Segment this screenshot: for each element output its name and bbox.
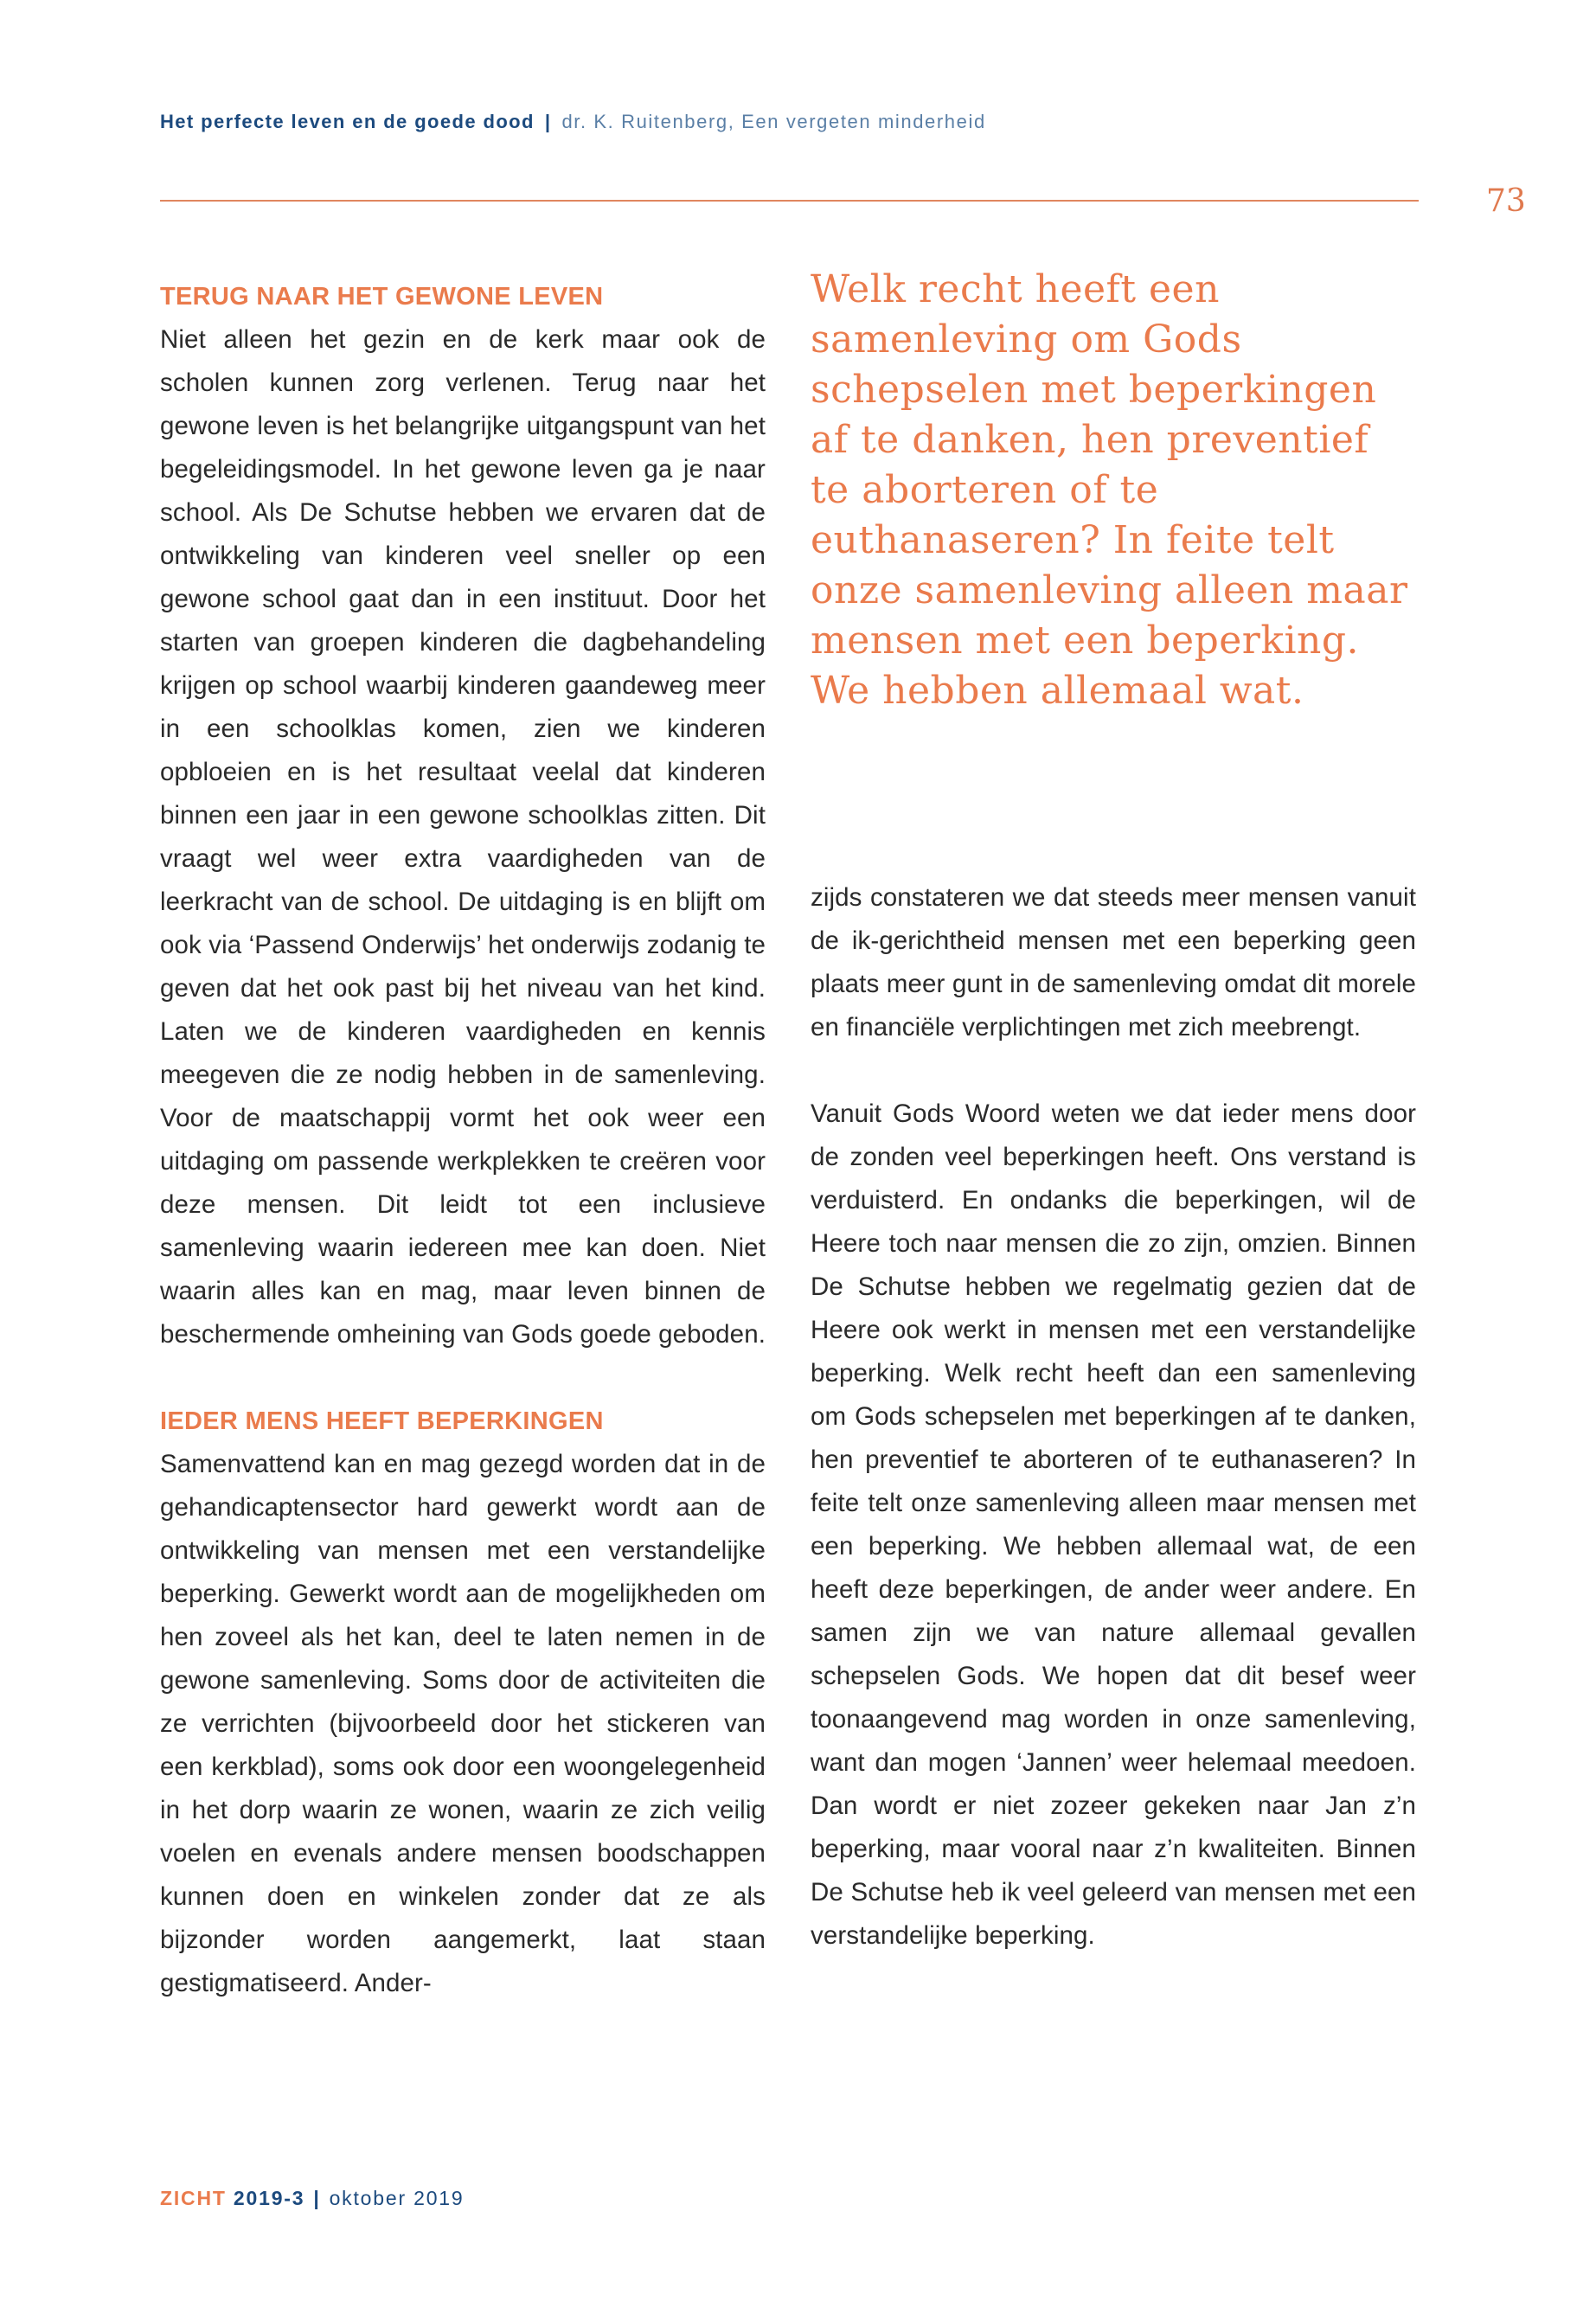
paragraph-spacer bbox=[160, 1356, 766, 1400]
author-line: dr. K. Ruitenberg, Een vergeten minderheid bbox=[561, 111, 986, 132]
header-separator: | bbox=[544, 111, 552, 132]
paragraph-spacer bbox=[811, 1049, 1416, 1093]
section-heading-everyone-has-limitations: IEDER MENS HEEFT BEPERKINGEN bbox=[160, 1407, 604, 1435]
section-heading-back-to-normal-life: TERUG NAAR HET GEWONE LEVEN bbox=[160, 283, 604, 311]
right-paragraph-2: Vanuit Gods Woord weten we dat ieder mens door de zonden veel beperkingen heeft. Ons verstand is verduisterd. En ondanks die beperkingen, wil de Heere toch naar mensen die zo zijn, omzien. Binnen De Schutse hebben we regelmatig gezien dat de Heere ook werkt in mensen met een verstandelijke beperking. Welk recht heeft dan een samenleving om Gods schepselen met beperkingen af te danken, hen preventief te aborteren of te euthanaseren? In feite telt onze samenleving alleen maar mensen met een beperking. We hebben allemaal wat, de een heeft deze beperkingen, de ander weer andere. En samen zijn we van nature allemaal gevallen schepselen Gods. We hopen dat dit besef weer toonaangevend mag worden in onze samenleving, want dan mogen ‘Jannen’ weer helemaal meedoen. Dan wordt er niet zozeer gekeken naar Jan z’n beperking, maar vooral naar z’n kwaliteiten. Binnen De Schutse heb ik veel geleerd van mensen met een verstandelijke beperking. bbox=[811, 1099, 1416, 1950]
right-column bbox=[811, 876, 1416, 1958]
issue-date: oktober 2019 bbox=[329, 2187, 465, 2209]
footer-separator: | bbox=[313, 2187, 321, 2209]
issue-number: 2019-3 bbox=[233, 2187, 305, 2209]
page-number: 73 bbox=[1486, 183, 1526, 219]
right-paragraph-1: zijds constateren we dat steeds meer mensen vanuit de ik-gerichtheid mensen met een beperking geen plaats meer gunt in de samenleving omdat dit morele en financiële verplichtingen met zich meebrengt. bbox=[811, 883, 1416, 1042]
section-body-back-to-normal-life: Niet alleen het gezin en de kerk maar ook de scholen kunnen zorg verlenen. Terug naar het gewone leven is het belangrijke uitgangspunt van het begeleidingsmodel. In het gewone leven ga je naar school. Als De Schutse hebben we ervaren dat de ontwikkeling van kinderen veel sneller op een gewone school gaat dan in een instituut. Door het starten van groepen kinderen die dagbehandeling krijgen op school waarbij kinderen gaandeweg meer in een schoolklas komen, zien we kinderen opbloeien en is het resultaat veelal dat kinderen binnen een jaar in een gewone schoolklas zitten. Dit vraagt wel weer extra vaardigheden van de leerkracht van de school. De uitdaging is en blijft om ook via ‘Passend Onderwijs’ het onderwijs zodanig te geven dat het ook past bij het niveau van het kind. Laten we de kinderen vaardigheden en kennis meegeven die ze nodig hebben in de samenleving. Voor de maatschappij vormt het ook weer een uitdaging om passende werkplekken te creëren voor deze mensen. Dit leidt tot een inclusieve samenleving waarin iedereen mee kan doen. Niet waarin alles kan en mag, maar leven binnen de beschermende omheining van Gods goede geboden. bbox=[160, 325, 766, 1349]
header-rule bbox=[160, 200, 1419, 202]
page-footer bbox=[160, 2187, 464, 2210]
running-header bbox=[160, 111, 986, 133]
left-column bbox=[160, 275, 766, 2005]
pull-quote: Welk recht heeft een samenleving om Gods schepselen met beperkingen af te danken, hen preventief te aborteren of te euthanaseren? In feite telt onze samenleving alleen maar mensen met een beperking. We hebben allemaal wat. bbox=[811, 267, 1408, 713]
publication-title: Het perfecte leven en de goede dood bbox=[160, 111, 535, 132]
section-body-everyone-has-limitations: Samenvattend kan en mag gezegd worden dat in de gehandicaptensector hard gewerkt wordt aan de ontwikkeling van mensen met een verstandelijke beperking. Gewerkt wordt aan de mogelijkheden om hen zoveel als het kan, deel te laten nemen in de gewone samenleving. Soms door de activiteiten die ze verrichten (bijvoorbeeld door het stickeren van een kerkblad), soms ook door een woongelegenheid in het dorp waarin ze wonen, waarin ze zich veilig voelen en evenals andere mensen boodschappen kunnen doen en winkelen zonder dat ze als bijzonder worden aangemerkt, laat staan gestigmatiseerd. Ander- bbox=[160, 1450, 766, 1997]
magazine-name: ZICHT bbox=[160, 2187, 227, 2209]
